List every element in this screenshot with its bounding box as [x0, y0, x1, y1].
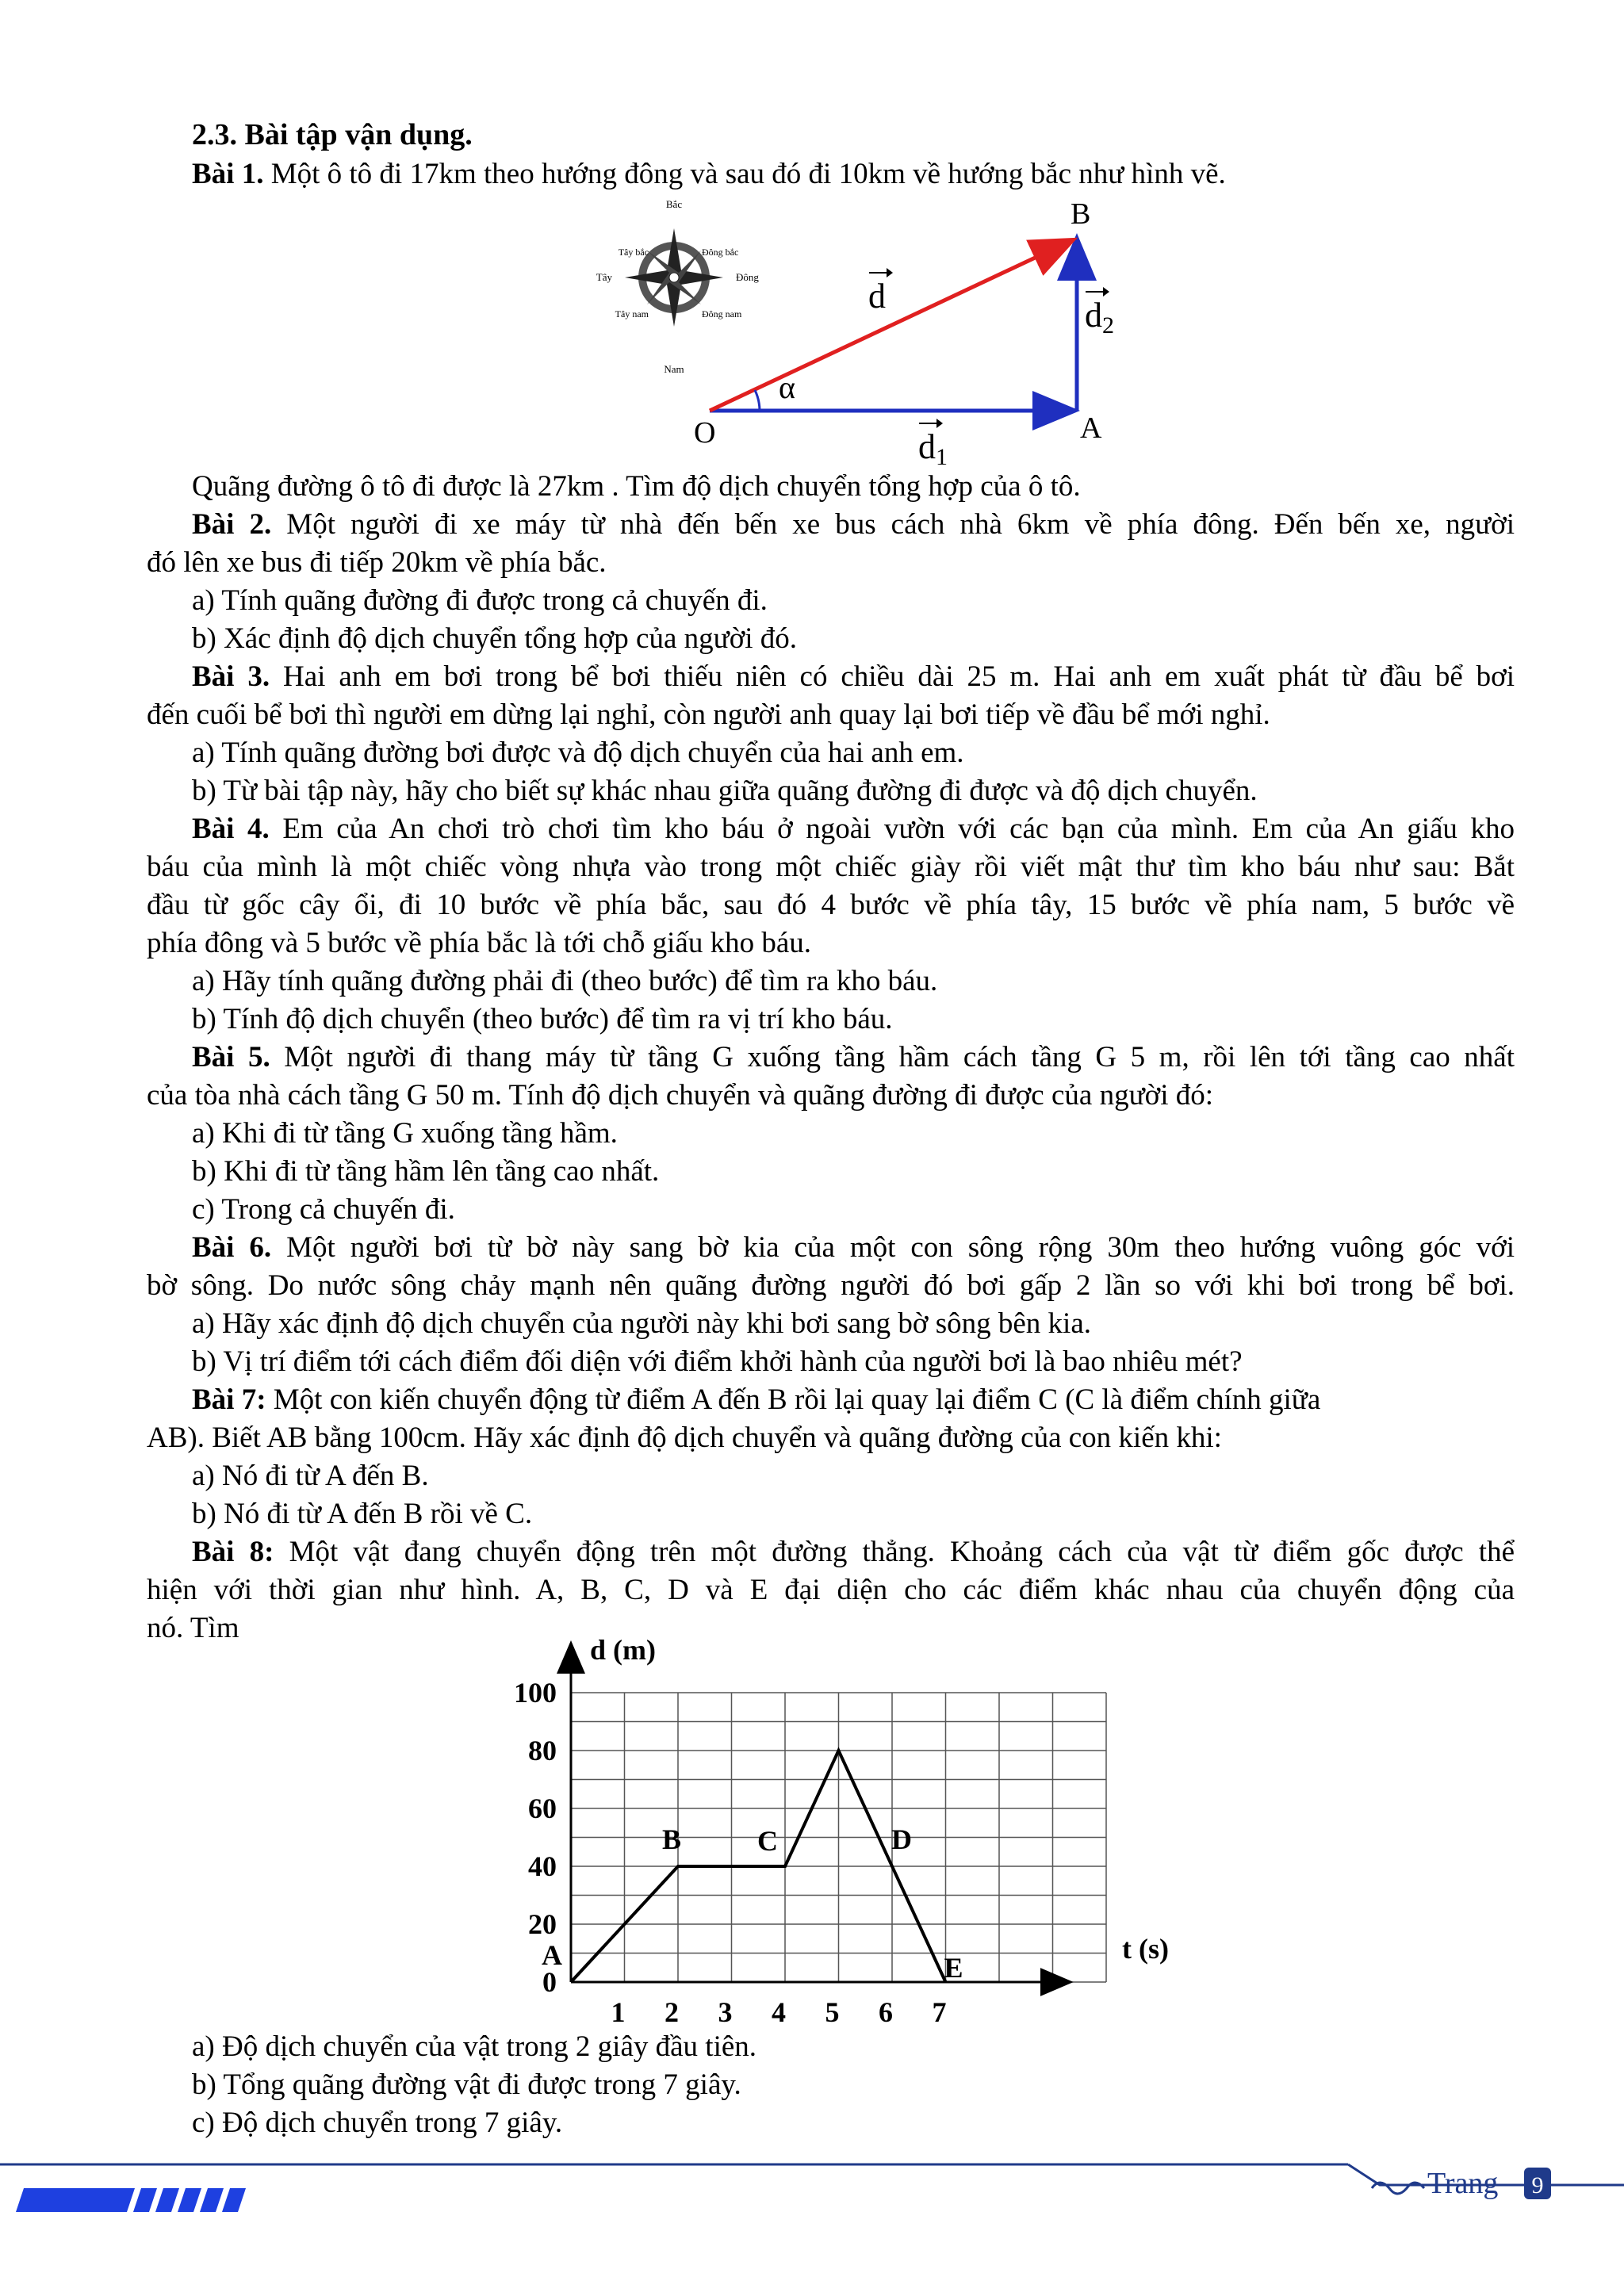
y-tick-label: 80 [528, 1735, 557, 1766]
exercise-5-a: a) Khi đi từ tầng G xuống tầng hầm. [192, 1117, 618, 1150]
exercise-4-line: phía đông và 5 bước về phía bắc là tới chỗ giấu kho báu. [147, 927, 812, 959]
exercise-3-b: b) Từ bài tập này, hãy cho biết sự khác nhau giữa quãng đường đi được và độ dịch chuyển. [192, 775, 1258, 807]
exercise-3-line: đến cuối bể bơi thì người em dừng lại nghỉ, còn người anh quay lại bơi tiếp về đầu bể mới nghỉ. [147, 698, 1270, 731]
compass-sw-label: Tây nam [615, 308, 649, 320]
exercise-4-line: báu của mình là một chiếc vòng nhựa vào trong một chiếc giày rồi viết mật thư tìm kho báu như sau: Bắt [147, 851, 1515, 883]
compass-se-label: Đông nam [702, 308, 742, 320]
alpha-label: α [779, 369, 795, 405]
exercise-3: Bài 3. Hai anh em bơi trong bể bơi thiếu niên có chiều dài 25 m. Hai anh em xuất phát từ đầu bể bơi [192, 660, 1515, 693]
point-label-E: E [944, 1952, 963, 1984]
exercise-5: Bài 5. Một người đi thang máy từ tầng G xuống tầng hầm cách tầng G 5 m, rồi lên tới tầng cao nhất [192, 1041, 1515, 1073]
exercise-2-line: đó lên xe bus đi tiếp 20km về phía bắc. [147, 546, 607, 579]
compass-nw-label: Tây bắc [618, 247, 649, 258]
compass-north-label: Bắc [665, 198, 683, 210]
x-tick-label: 5 [825, 1996, 840, 2028]
y-axis-label: d (m) [590, 1634, 656, 1666]
page-label: Trang [1427, 2167, 1499, 2200]
vector-d1-label: d1 [918, 427, 948, 470]
exercise-4-a: a) Hãy tính quãng đường phải đi (theo bước) để tìm ra kho báu. [192, 965, 938, 997]
compass-west-label: Tây [596, 271, 612, 283]
exercise-8-a: a) Độ dịch chuyển của vật trong 2 giây đầu tiên. [192, 2030, 757, 2063]
point-O-label: O [694, 416, 716, 450]
exercise-2-a: a) Tính quãng đường đi được trong cả chuyến đi. [192, 584, 768, 617]
exercise-label: Bài 1. [192, 158, 264, 190]
compass-east-label: Đông [736, 271, 759, 283]
x-tick-label: 1 [611, 1996, 626, 2028]
exercise-1-question: Quãng đường ô tô đi được là 27km . Tìm độ dịch chuyển tổng hợp của ô tô. [192, 470, 1081, 503]
exercise-label: Bài 5. [192, 1041, 270, 1073]
decorative-stripes [16, 2188, 246, 2212]
x-tick-label: 7 [932, 1996, 947, 2028]
exercise-2-b: b) Xác định độ dịch chuyển tổng hợp của người đó. [192, 622, 798, 655]
exercise-4-b: b) Tính độ dịch chuyển (theo bước) để tìm ra vị trí kho báu. [192, 1003, 893, 1035]
exercise-8-b: b) Tổng quãng đường vật đi được trong 7 giây. [192, 2068, 741, 2101]
exercise-label: Bài 4. [192, 813, 270, 845]
point-labels [542, 1823, 963, 1984]
exercise-8-c: c) Độ dịch chuyển trong 7 giây. [192, 2107, 563, 2139]
exercise-8-line: nó. Tìm [147, 1612, 239, 1644]
exercise-8: Bài 8: Một vật đang chuyển động trên một đường thẳng. Khoảng cách của vật từ điểm gốc được thể [192, 1536, 1515, 1568]
x-tick-label: 2 [665, 1996, 679, 2028]
exercise-1 [192, 155, 1226, 193]
exercise-6-line: bờ sông. Do nước sông chảy mạnh nên quãng đường người đó bơi gấp 2 lần so với khi bơi trong bể bơi. [147, 1269, 1515, 1302]
exercise-label: Bài 3. [192, 660, 270, 693]
point-label-D: D [891, 1823, 912, 1855]
exercise-5-b: b) Khi đi từ tầng hầm lên tầng cao nhất. [192, 1155, 660, 1188]
exercise-label: Bài 6. [192, 1231, 272, 1264]
exercise-7-line: AB). Biết AB bằng 100cm. Hãy xác định độ dịch chuyển và quãng đường của con kiến khi: [147, 1422, 1222, 1454]
exercise-5-c: c) Trong cả chuyến đi. [192, 1193, 455, 1226]
exercise-label: Bài 2. [192, 508, 272, 541]
y-tick-label: 40 [528, 1850, 557, 1882]
x-axis-label: t (s) [1122, 1933, 1169, 1965]
compass-ne-label: Đông bắc [702, 247, 739, 258]
section-heading: 2.3. Bài tập vận dụng. [192, 118, 473, 151]
exercise-4-line: đầu từ gốc cây ổi, đi 10 bước về phía bắc, sau đó 4 bước về phía tây, 15 bước về phía nam, 5 bước về [147, 889, 1515, 921]
point-B-label: B [1071, 197, 1091, 231]
compass-south-label: Nam [664, 363, 684, 375]
vector-diagram [555, 190, 1158, 476]
point-label-C: C [757, 1825, 778, 1857]
exercise-label: Bài 7: [192, 1383, 266, 1416]
vector-d [710, 241, 1071, 411]
angle-arc [755, 390, 760, 411]
chart-grid [571, 1693, 1106, 1982]
exercise-6: Bài 6. Một người bơi từ bờ này sang bờ kia của một con sông rộng 30m theo hướng vuông góc với [192, 1231, 1515, 1264]
y-tick-label: 100 [514, 1677, 557, 1709]
page-number: 9 [1531, 2172, 1544, 2198]
exercise-7-b: b) Nó đi từ A đến B rồi về C. [192, 1498, 533, 1530]
exercise-7: Bài 7: Một con kiến chuyển động từ điểm A đến B rồi lại quay lại điểm C (C là điểm chính giữa [192, 1383, 1321, 1416]
exercise-4: Bài 4. Em của An chơi trò chơi tìm kho báu ở ngoài vườn với các bạn của mình. Em của An giấu kho [192, 813, 1515, 845]
exercise-5-line: của tòa nhà cách tầng G 50 m. Tính độ dịch chuyển và quãng đường đi được của người đó: [147, 1079, 1214, 1112]
exercise-2: Bài 2. Một người đi xe máy từ nhà đến bến xe bus cách nhà 6km về phía đông. Đến bến xe, người [192, 508, 1515, 541]
distance-time-chart [476, 1633, 1237, 2030]
y-tick-label: 20 [528, 1908, 557, 1940]
x-tick-label: 4 [772, 1996, 786, 2028]
exercise-6-a: a) Hãy xác định độ dịch chuyển của người này khi bơi sang bờ sông bên kia. [192, 1307, 1092, 1340]
point-A-label: A [1080, 411, 1102, 445]
x-tick-label: 3 [718, 1996, 733, 2028]
exercise-text: Một ô tô đi 17km theo hướng đông và sau đó đi 10km về hướng bắc như hình vẽ. [270, 158, 1226, 190]
y-tick-label: 60 [528, 1793, 557, 1824]
vector-d-label: d [868, 277, 886, 316]
point-label-B: B [661, 1823, 682, 1855]
vector-d2-label: d2 [1085, 296, 1114, 339]
exercise-8-line: hiện với thời gian như hình. A, B, C, D và E đại diện cho các điểm khác nhau của chuyển động của [147, 1574, 1515, 1606]
point-label-A: A [542, 1939, 562, 1971]
exercise-7-a: a) Nó đi từ A đến B. [192, 1460, 429, 1492]
page-footer [0, 2156, 1624, 2236]
x-tick-label: 6 [879, 1996, 893, 2028]
exercise-6-b: b) Vị trí điểm tới cách điểm đối diện với điểm khởi hành của người bơi là bao nhiêu mét? [192, 1345, 1243, 1378]
exercise-label: Bài 8: [192, 1536, 274, 1568]
y-tick-label: 0 [542, 1966, 557, 1998]
exercise-3-a: a) Tính quãng đường bơi được và độ dịch chuyển của hai anh em. [192, 737, 964, 769]
